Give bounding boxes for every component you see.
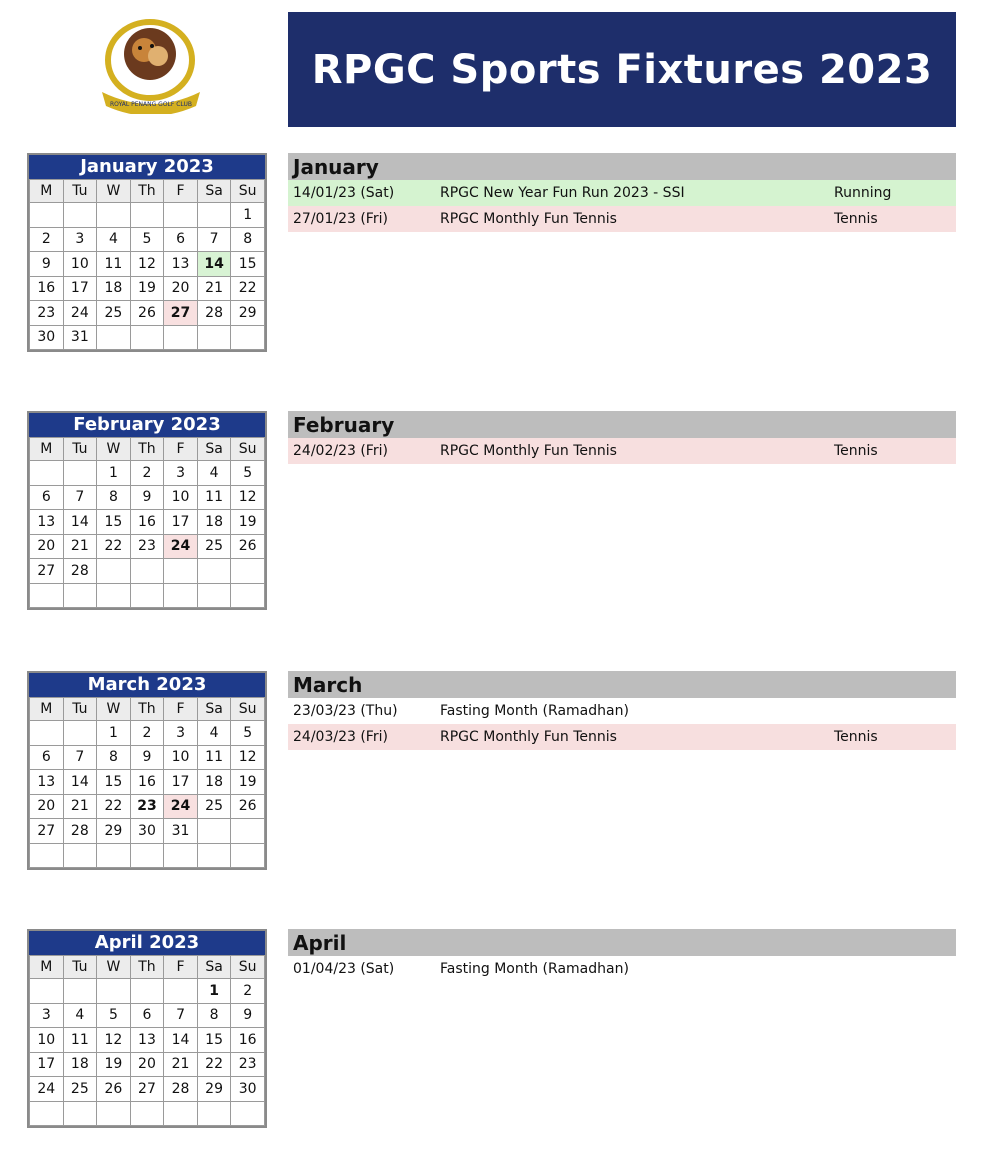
calendar-week xyxy=(30,534,265,559)
calendar-day: 14 xyxy=(197,252,231,277)
calendar-day: 5 xyxy=(130,227,164,252)
calendar-day: 18 xyxy=(197,770,231,795)
calendar-day: 15 xyxy=(97,770,131,795)
weekday-header: F xyxy=(164,698,198,721)
calendar-day: 25 xyxy=(197,534,231,559)
calendar-day: 10 xyxy=(164,485,198,510)
calendar-day: 24 xyxy=(30,1077,64,1102)
fixture-name: RPGC New Year Fun Run 2023 - SSI xyxy=(440,185,685,201)
calendar-title: February 2023 xyxy=(29,413,265,437)
fixture-row xyxy=(288,438,956,464)
calendar-day: 21 xyxy=(197,276,231,301)
fixture-sport: Tennis xyxy=(834,443,878,459)
weekday-header: Su xyxy=(231,438,265,461)
calendar-day: 2 xyxy=(30,227,64,252)
calendar-day: 17 xyxy=(63,276,97,301)
section-heading: April xyxy=(288,929,956,956)
calendar-empty-cell xyxy=(164,583,198,608)
title-banner xyxy=(288,12,956,127)
calendar-week xyxy=(30,745,265,770)
weekday-header: M xyxy=(30,180,64,203)
weekday-header: Tu xyxy=(63,698,97,721)
calendar-week xyxy=(30,794,265,819)
calendar-day: 26 xyxy=(97,1077,131,1102)
weekday-header: Su xyxy=(231,698,265,721)
calendar-day: 22 xyxy=(231,276,265,301)
calendar-day: 28 xyxy=(63,819,97,844)
fixture-sport: Tennis xyxy=(834,211,878,227)
calendar-empty-cell xyxy=(63,979,97,1004)
calendar-empty-cell xyxy=(197,203,231,228)
weekday-header: Th xyxy=(130,698,164,721)
weekday-header: Sa xyxy=(197,438,231,461)
weekday-header: W xyxy=(97,438,131,461)
calendar-day: 10 xyxy=(63,252,97,277)
calendar-day: 20 xyxy=(130,1052,164,1077)
calendar-empty-cell xyxy=(231,583,265,608)
calendar-day: 16 xyxy=(130,510,164,535)
calendar-day: 16 xyxy=(130,770,164,795)
calendar-empty-cell xyxy=(197,559,231,584)
calendar-empty-cell xyxy=(164,1101,198,1126)
calendar-day: 29 xyxy=(231,301,265,326)
calendar-day: 4 xyxy=(97,227,131,252)
calendar-empty-cell xyxy=(231,843,265,868)
calendar-day: 16 xyxy=(231,1028,265,1053)
weekday-header: Sa xyxy=(197,956,231,979)
calendar-week xyxy=(30,1028,265,1053)
weekday-header: F xyxy=(164,956,198,979)
weekday-header: Su xyxy=(231,956,265,979)
calendar-day: 12 xyxy=(231,485,265,510)
calendar-day: 7 xyxy=(197,227,231,252)
calendar-day: 13 xyxy=(30,770,64,795)
weekday-header: W xyxy=(97,698,131,721)
calendar-day: 28 xyxy=(164,1077,198,1102)
calendar-empty-cell xyxy=(63,843,97,868)
calendar-empty-cell xyxy=(97,583,131,608)
calendar-day: 23 xyxy=(30,301,64,326)
calendar-empty-cell xyxy=(97,559,131,584)
calendar-day: 7 xyxy=(63,485,97,510)
calendar-empty-cell xyxy=(231,559,265,584)
calendar-day: 9 xyxy=(231,1003,265,1028)
calendar-empty-cell xyxy=(197,583,231,608)
fixture-row xyxy=(288,956,956,982)
calendar-day: 12 xyxy=(130,252,164,277)
calendar-day: 22 xyxy=(197,1052,231,1077)
calendar-day: 6 xyxy=(130,1003,164,1028)
calendar-grid xyxy=(29,437,265,608)
calendar-day: 27 xyxy=(30,819,64,844)
calendar-day: 30 xyxy=(231,1077,265,1102)
calendar-day: 30 xyxy=(130,819,164,844)
calendar-empty-cell xyxy=(30,461,64,486)
weekday-header: Su xyxy=(231,180,265,203)
calendar-day: 4 xyxy=(63,1003,97,1028)
calendar-day: 28 xyxy=(197,301,231,326)
weekday-header: Tu xyxy=(63,956,97,979)
calendar-day: 9 xyxy=(130,745,164,770)
calendar-day: 28 xyxy=(63,559,97,584)
calendar-day: 21 xyxy=(164,1052,198,1077)
calendar-day: 17 xyxy=(164,510,198,535)
fixture-date: 23/03/23 (Thu) xyxy=(293,703,398,719)
calendar-week xyxy=(30,1052,265,1077)
calendar-day: 27 xyxy=(164,301,198,326)
calendar-day: 15 xyxy=(231,252,265,277)
calendar-day: 2 xyxy=(231,979,265,1004)
calendar-day: 23 xyxy=(130,534,164,559)
calendar-day: 8 xyxy=(97,745,131,770)
club-logo xyxy=(92,14,210,114)
calendar-day: 23 xyxy=(231,1052,265,1077)
calendar-empty-cell xyxy=(164,979,198,1004)
weekday-header: F xyxy=(164,438,198,461)
calendar-week xyxy=(30,979,265,1004)
calendar-day: 5 xyxy=(231,721,265,746)
calendar-day: 18 xyxy=(197,510,231,535)
calendar-day: 23 xyxy=(130,794,164,819)
calendar-day: 15 xyxy=(97,510,131,535)
calendar-day: 14 xyxy=(164,1028,198,1053)
fixture-name: RPGC Monthly Fun Tennis xyxy=(440,443,617,459)
calendar-week xyxy=(30,583,265,608)
calendar-empty-cell xyxy=(130,203,164,228)
calendar-empty-cell xyxy=(130,979,164,1004)
calendar-empty-cell xyxy=(97,1101,131,1126)
calendar-grid xyxy=(29,955,265,1126)
calendar-week xyxy=(30,1003,265,1028)
fixture-name: Fasting Month (Ramadhan) xyxy=(440,703,629,719)
calendar-empty-cell xyxy=(130,1101,164,1126)
calendar-week xyxy=(30,843,265,868)
calendar-empty-cell xyxy=(97,843,131,868)
calendar-empty-cell xyxy=(63,583,97,608)
calendar-day: 25 xyxy=(63,1077,97,1102)
calendar-day: 9 xyxy=(30,252,64,277)
fixture-sport: Tennis xyxy=(834,729,878,745)
section-heading: January xyxy=(288,153,956,180)
calendar-day: 11 xyxy=(63,1028,97,1053)
calendar-day: 11 xyxy=(197,745,231,770)
calendar-day: 24 xyxy=(164,534,198,559)
calendar-day: 11 xyxy=(97,252,131,277)
calendar-day: 5 xyxy=(231,461,265,486)
calendar-day: 26 xyxy=(231,794,265,819)
calendar-day: 30 xyxy=(30,325,64,350)
calendar-day: 14 xyxy=(63,510,97,535)
fixture-date: 24/02/23 (Fri) xyxy=(293,443,388,459)
calendar-day: 20 xyxy=(30,534,64,559)
fixture-name: RPGC Monthly Fun Tennis xyxy=(440,729,617,745)
calendar-title: January 2023 xyxy=(29,155,265,179)
calendar-empty-cell xyxy=(63,461,97,486)
calendar-day: 10 xyxy=(30,1028,64,1053)
calendar-day: 26 xyxy=(130,301,164,326)
calendar-day: 18 xyxy=(97,276,131,301)
calendar-empty-cell xyxy=(130,843,164,868)
fixture-date: 14/01/23 (Sat) xyxy=(293,185,395,201)
calendar-day: 29 xyxy=(97,819,131,844)
calendar-day: 13 xyxy=(130,1028,164,1053)
calendar-day: 9 xyxy=(130,485,164,510)
weekday-header: Th xyxy=(130,956,164,979)
calendar-day: 8 xyxy=(97,485,131,510)
calendar-day: 13 xyxy=(30,510,64,535)
fixture-row xyxy=(288,724,956,750)
fixture-date: 24/03/23 (Fri) xyxy=(293,729,388,745)
calendar-week xyxy=(30,227,265,252)
calendar-grid xyxy=(29,697,265,868)
calendar-week xyxy=(30,276,265,301)
calendar-day: 12 xyxy=(97,1028,131,1053)
weekday-header: Tu xyxy=(63,438,97,461)
calendar-day: 2 xyxy=(130,461,164,486)
calendar-day: 4 xyxy=(197,461,231,486)
calendar-day: 27 xyxy=(130,1077,164,1102)
calendar-empty-cell xyxy=(231,1101,265,1126)
calendar-day: 12 xyxy=(231,745,265,770)
section-heading: March xyxy=(288,671,956,698)
calendar-week xyxy=(30,1101,265,1126)
calendar-empty-cell xyxy=(164,843,198,868)
calendar-day: 22 xyxy=(97,794,131,819)
calendar-empty-cell xyxy=(30,203,64,228)
calendar-day: 18 xyxy=(63,1052,97,1077)
calendar-empty-cell xyxy=(30,583,64,608)
calendar-day: 4 xyxy=(197,721,231,746)
page-title: RPGC Sports Fixtures 2023 xyxy=(311,46,933,93)
calendar-day: 31 xyxy=(63,325,97,350)
calendar-week xyxy=(30,510,265,535)
weekday-header: Th xyxy=(130,438,164,461)
logo-lettering: ROYAL PENANG GOLF CLUB xyxy=(110,101,192,108)
calendar-day: 27 xyxy=(30,559,64,584)
calendar-day: 25 xyxy=(197,794,231,819)
calendar-empty-cell xyxy=(130,325,164,350)
calendar-day: 8 xyxy=(231,227,265,252)
calendar-day: 3 xyxy=(164,721,198,746)
section-heading: February xyxy=(288,411,956,438)
fixture-name: RPGC Monthly Fun Tennis xyxy=(440,211,617,227)
calendar-day: 1 xyxy=(97,461,131,486)
calendar-day: 22 xyxy=(97,534,131,559)
weekday-header: Sa xyxy=(197,180,231,203)
mini-calendar xyxy=(27,929,267,1128)
calendar-week xyxy=(30,1077,265,1102)
fixture-row xyxy=(288,206,956,232)
fixtures-section xyxy=(288,411,956,464)
calendar-day: 20 xyxy=(30,794,64,819)
calendar-day: 26 xyxy=(231,534,265,559)
calendar-day: 8 xyxy=(197,1003,231,1028)
calendar-day: 3 xyxy=(164,461,198,486)
fixture-sport: Running xyxy=(834,185,892,201)
calendar-empty-cell xyxy=(164,325,198,350)
calendar-day: 2 xyxy=(130,721,164,746)
calendar-week xyxy=(30,325,265,350)
calendar-day: 3 xyxy=(63,227,97,252)
calendar-week xyxy=(30,819,265,844)
calendar-empty-cell xyxy=(231,819,265,844)
calendar-day: 10 xyxy=(164,745,198,770)
mini-calendar xyxy=(27,153,267,352)
calendar-day: 7 xyxy=(164,1003,198,1028)
calendar-day: 24 xyxy=(164,794,198,819)
calendar-empty-cell xyxy=(63,203,97,228)
weekday-header: M xyxy=(30,956,64,979)
fixture-date: 01/04/23 (Sat) xyxy=(293,961,395,977)
calendar-week xyxy=(30,721,265,746)
calendar-week xyxy=(30,461,265,486)
calendar-day: 7 xyxy=(63,745,97,770)
calendar-week xyxy=(30,559,265,584)
calendar-empty-cell xyxy=(63,1101,97,1126)
calendar-empty-cell xyxy=(130,583,164,608)
calendar-day: 16 xyxy=(30,276,64,301)
calendar-day: 31 xyxy=(164,819,198,844)
calendar-title: March 2023 xyxy=(29,673,265,697)
calendar-day: 19 xyxy=(130,276,164,301)
calendar-empty-cell xyxy=(197,1101,231,1126)
calendar-empty-cell xyxy=(30,1101,64,1126)
weekday-header: Th xyxy=(130,180,164,203)
calendar-empty-cell xyxy=(130,559,164,584)
weekday-header: Sa xyxy=(197,698,231,721)
weekday-header: M xyxy=(30,438,64,461)
calendar-empty-cell xyxy=(30,721,64,746)
calendar-empty-cell xyxy=(197,325,231,350)
calendar-day: 1 xyxy=(231,203,265,228)
weekday-header: Tu xyxy=(63,180,97,203)
calendar-week xyxy=(30,485,265,510)
calendar-empty-cell xyxy=(197,843,231,868)
calendar-empty-cell xyxy=(164,559,198,584)
calendar-day: 19 xyxy=(231,770,265,795)
calendar-day: 5 xyxy=(97,1003,131,1028)
calendar-empty-cell xyxy=(30,843,64,868)
calendar-empty-cell xyxy=(97,979,131,1004)
calendar-empty-cell xyxy=(63,721,97,746)
fixture-name: Fasting Month (Ramadhan) xyxy=(440,961,629,977)
calendar-day: 13 xyxy=(164,252,198,277)
calendar-day: 29 xyxy=(197,1077,231,1102)
weekday-header: W xyxy=(97,956,131,979)
calendar-title: April 2023 xyxy=(29,931,265,955)
weekday-header: F xyxy=(164,180,198,203)
calendar-day: 20 xyxy=(164,276,198,301)
calendar-day: 17 xyxy=(30,1052,64,1077)
calendar-day: 19 xyxy=(231,510,265,535)
calendar-day: 21 xyxy=(63,794,97,819)
calendar-day: 14 xyxy=(63,770,97,795)
calendar-day: 3 xyxy=(30,1003,64,1028)
mini-calendar xyxy=(27,671,267,870)
fixtures-section xyxy=(288,929,956,982)
calendar-week xyxy=(30,301,265,326)
fixtures-section xyxy=(288,671,956,750)
weekday-header: W xyxy=(97,180,131,203)
calendar-day: 6 xyxy=(30,485,64,510)
calendar-day: 15 xyxy=(197,1028,231,1053)
calendar-empty-cell xyxy=(97,203,131,228)
fixture-row xyxy=(288,180,956,206)
calendar-grid xyxy=(29,179,265,350)
weekday-header: M xyxy=(30,698,64,721)
calendar-week xyxy=(30,770,265,795)
calendar-day: 19 xyxy=(97,1052,131,1077)
calendar-day: 17 xyxy=(164,770,198,795)
calendar-day: 6 xyxy=(30,745,64,770)
calendar-day: 1 xyxy=(197,979,231,1004)
calendar-empty-cell xyxy=(197,819,231,844)
calendar-day: 24 xyxy=(63,301,97,326)
calendar-empty-cell xyxy=(231,325,265,350)
calendar-empty-cell xyxy=(164,203,198,228)
calendar-week xyxy=(30,252,265,277)
calendar-empty-cell xyxy=(30,979,64,1004)
mini-calendar xyxy=(27,411,267,610)
fixture-row xyxy=(288,698,956,724)
calendar-day: 1 xyxy=(97,721,131,746)
calendar-week xyxy=(30,203,265,228)
calendar-day: 11 xyxy=(197,485,231,510)
fixture-date: 27/01/23 (Fri) xyxy=(293,211,388,227)
calendar-day: 21 xyxy=(63,534,97,559)
calendar-day: 6 xyxy=(164,227,198,252)
calendar-empty-cell xyxy=(97,325,131,350)
fixtures-section xyxy=(288,153,956,232)
calendar-day: 25 xyxy=(97,301,131,326)
